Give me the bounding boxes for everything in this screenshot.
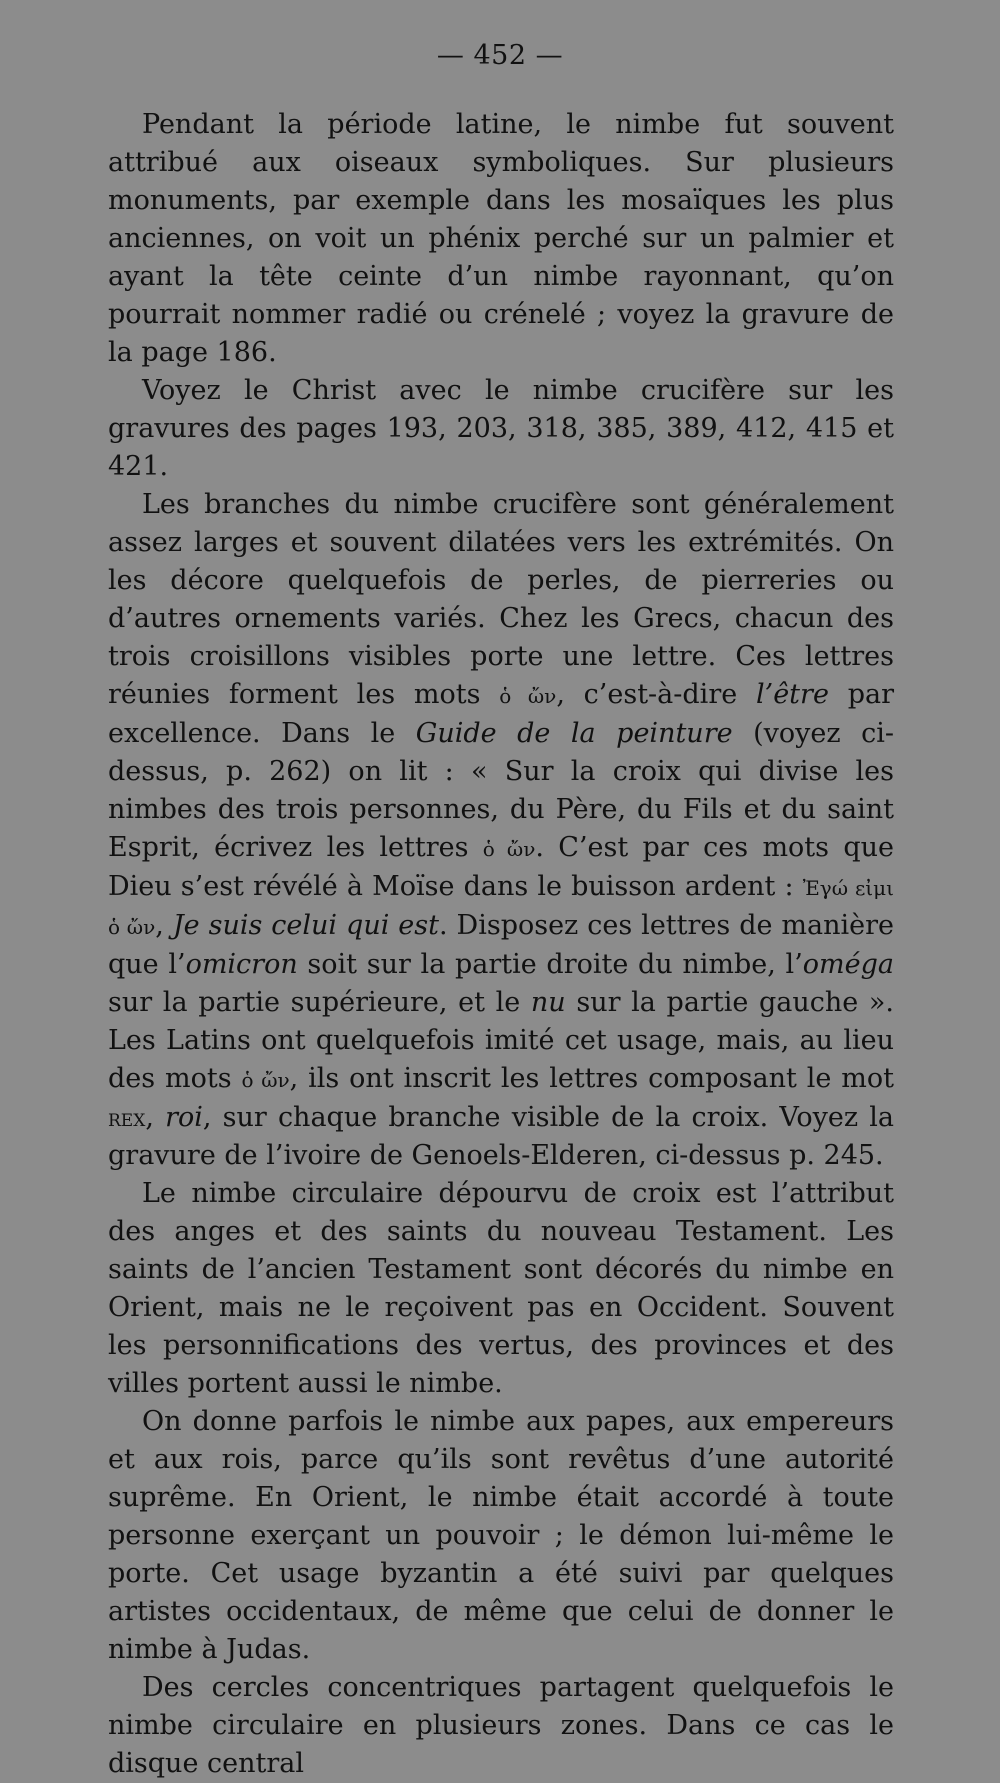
text-run: sur la partie supérieure, et le [108, 987, 531, 1018]
page-number: — 452 — [436, 40, 564, 71]
text-run: , [155, 910, 173, 941]
text-run: Le nimbe circulaire dépourvu de croix est l’attribut des anges et des saints du nouveau Testament. Les saints de l’ancien Testament sont décorés du nimbe en Orient, mais ne le reçoivent pas en Occident. Souvent les personnifications des vertus, des provinces et des villes portent aussi le nimbe. [108, 1178, 894, 1399]
text-run: Ἐγώ εἰμι ὁ ὤν [108, 876, 894, 939]
text-run: Guide de la peinture [415, 718, 733, 749]
text-run: Pendant la période latine, le nimbe fut souvent attribué aux oiseaux symboliques. Sur plusieurs monuments, par exemple dans les mosaïques les plus anciennes, on voit un phénix perché sur un palmier et ayant la tête ceinte d’un nimbe rayonnant, qu’on pourrait nommer radié ou crénelé ; voyez la gravure de la page 186. [108, 109, 894, 368]
paragraph [108, 106, 894, 372]
text-run: . Disposez ces lettres de manière que l’ [108, 910, 895, 980]
text-run: . C’est par ces mots que Dieu s’est révélé à Moïse dans le buisson ardent : [108, 832, 894, 902]
text-run: rex [108, 1104, 146, 1132]
text-run: Les branches du nimbe crucifère sont généralement assez larges et souvent dilatées vers les extrémités. On les décore quelquefois de perles, de pierreries ou d’autres ornements variés. Chez les Grecs, chacun des trois croisillons visibles porte une lettre. Ces lettres réunies forment les mots [108, 489, 894, 710]
text-run: On donne parfois le nimbe aux papes, aux empereurs et aux rois, parce qu’ils sont revêtus d’une autorité suprême. En Orient, le nimbe était accordé à toute personne exerçant un pouvoir ; le démon lui-même le porte. Cet usage byzantin a été suivi par quelques artistes occidentaux, de même que celui de donner le nimbe à Judas. [108, 1406, 894, 1665]
paragraph [108, 372, 894, 486]
text-run: , [145, 1102, 166, 1133]
text-run: par excellence. Dans le [108, 679, 894, 749]
paragraph [108, 486, 894, 1175]
body-text [108, 106, 894, 1783]
text-run: , c’est-à-dire [556, 679, 756, 710]
paragraph [108, 1669, 894, 1783]
text-run: omicron [185, 949, 298, 980]
text-run: ὁ ὤν [482, 837, 536, 861]
text-run: (voyez ci-dessus, p. 262) on lit : « Sur la croix qui divise les nimbes des trois personnes, du Père, du Fils et du saint Esprit, écrivez les lettres [108, 718, 895, 863]
paragraph [108, 1403, 894, 1669]
paragraph [108, 1175, 894, 1403]
text-run: l’être [755, 679, 829, 710]
text-run: roi [165, 1102, 203, 1133]
text-run: nu [530, 987, 566, 1018]
text-run: soit sur la partie droite du nimbe, l’ [297, 949, 803, 980]
text-run: Voyez le Christ avec le nimbe crucifère sur les gravures des pages 193, 203, 318, 385, 389, 412, 415 et 421. [108, 375, 894, 482]
text-run: Je suis celui qui est [172, 910, 439, 941]
text-run: oméga [802, 949, 894, 980]
text-run: Des cercles concentriques partagent quelquefois le nimbe circulaire en plusieurs zones. Dans ce cas le disque central [108, 1672, 894, 1779]
text-run: , sur chaque branche visible de la croix. Voyez la gravure de l’ivoire de Genoels-Elderen, ci-dessus p. 245. [108, 1102, 894, 1171]
text-run: ὁ ὤν [241, 1068, 290, 1092]
text-run: ὁ ὤν [499, 684, 557, 708]
text-run: , ils ont inscrit les lettres composant le mot [289, 1063, 894, 1094]
text-run: sur la partie gauche ». Les Latins ont quelquefois imité cet usage, mais, au lieu des mots [108, 987, 894, 1094]
